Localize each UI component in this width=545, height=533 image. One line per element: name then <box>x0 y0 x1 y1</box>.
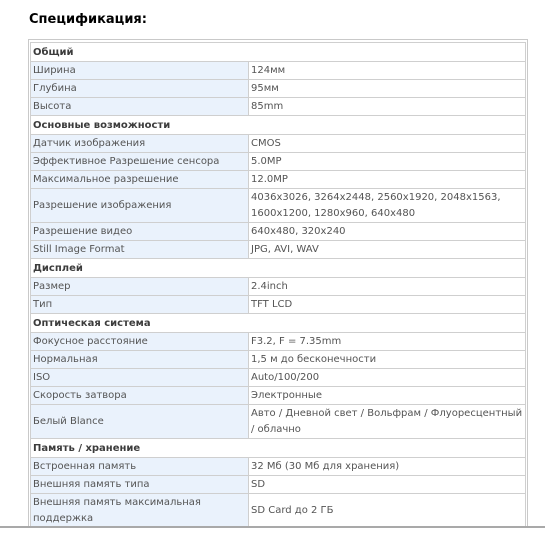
section-header-row <box>31 314 526 333</box>
spec-label: Максимальное разрешение <box>31 171 249 189</box>
spec-label: Высота <box>31 98 249 116</box>
spec-value: 4036x3026, 3264x2448, 2560x1920, 2048x1563, 1600x1200, 1280x960, 640x480 <box>249 189 526 223</box>
bottom-divider <box>0 526 545 528</box>
spec-label: Тип <box>31 296 249 314</box>
spec-value: Auto/100/200 <box>249 369 526 387</box>
spec-label: Эффективное Разрешение сенсора <box>31 153 249 171</box>
spec-row <box>31 278 526 296</box>
spec-label: ISO <box>31 369 249 387</box>
page-title: Спецификация: <box>29 12 147 27</box>
spec-label: Ширина <box>31 62 249 80</box>
spec-value: 32 Мб (30 Мб для хранения) <box>249 458 526 476</box>
spec-value: 12.0MP <box>249 171 526 189</box>
section-title: Основные возможности <box>31 116 526 135</box>
spec-row <box>31 387 526 405</box>
section-header-row <box>31 439 526 458</box>
section-header-row <box>31 43 526 62</box>
spec-label: Размер <box>31 278 249 296</box>
specification-panel <box>28 39 528 528</box>
spec-row <box>31 458 526 476</box>
spec-value: 95мм <box>249 80 526 98</box>
spec-label: Скорость затвора <box>31 387 249 405</box>
spec-label: Разрешение видео <box>31 223 249 241</box>
spec-value: Электронные <box>249 387 526 405</box>
spec-value: TFT LCD <box>249 296 526 314</box>
spec-row <box>31 80 526 98</box>
section-header-row <box>31 259 526 278</box>
spec-value: CMOS <box>249 135 526 153</box>
spec-label: Датчик изображения <box>31 135 249 153</box>
spec-label: Глубина <box>31 80 249 98</box>
spec-value: SD Card до 2 ГБ <box>249 494 526 528</box>
spec-value: 640x480, 320x240 <box>249 223 526 241</box>
spec-row <box>31 241 526 259</box>
spec-value: F3.2, F = 7.35mm <box>249 333 526 351</box>
spec-row <box>31 62 526 80</box>
spec-label: Внешняя память типа <box>31 476 249 494</box>
spec-value: SD <box>249 476 526 494</box>
spec-row <box>31 296 526 314</box>
spec-label: Внешняя память максимальная поддержка <box>31 494 249 528</box>
section-title: Общий <box>31 43 526 62</box>
spec-row <box>31 189 526 223</box>
section-title: Оптическая система <box>31 314 526 333</box>
spec-row <box>31 223 526 241</box>
spec-label: Встроенная память <box>31 458 249 476</box>
spec-label: Still Image Format <box>31 241 249 259</box>
spec-value: 2.4inch <box>249 278 526 296</box>
spec-value: Авто / Дневной свет / Вольфрам / Флуоресцентный / облачно <box>249 405 526 439</box>
spec-value: 85mm <box>249 98 526 116</box>
spec-row <box>31 98 526 116</box>
spec-row <box>31 153 526 171</box>
spec-value: 124мм <box>249 62 526 80</box>
section-title: Дисплей <box>31 259 526 278</box>
spec-label: Нормальная <box>31 351 249 369</box>
spec-value: 1,5 м до бесконечности <box>249 351 526 369</box>
spec-row <box>31 135 526 153</box>
section-title: Память / хранение <box>31 439 526 458</box>
section-header-row <box>31 116 526 135</box>
spec-value: 5.0MP <box>249 153 526 171</box>
spec-row <box>31 351 526 369</box>
spec-row <box>31 494 526 528</box>
spec-label: Белый Blance <box>31 405 249 439</box>
spec-label: Разрешение изображения <box>31 189 249 223</box>
spec-label: Фокусное расстояние <box>31 333 249 351</box>
spec-row <box>31 476 526 494</box>
spec-row <box>31 333 526 351</box>
specification-table <box>30 42 526 528</box>
spec-value: JPG, AVI, WAV <box>249 241 526 259</box>
spec-row <box>31 171 526 189</box>
spec-row <box>31 405 526 439</box>
spec-row <box>31 369 526 387</box>
